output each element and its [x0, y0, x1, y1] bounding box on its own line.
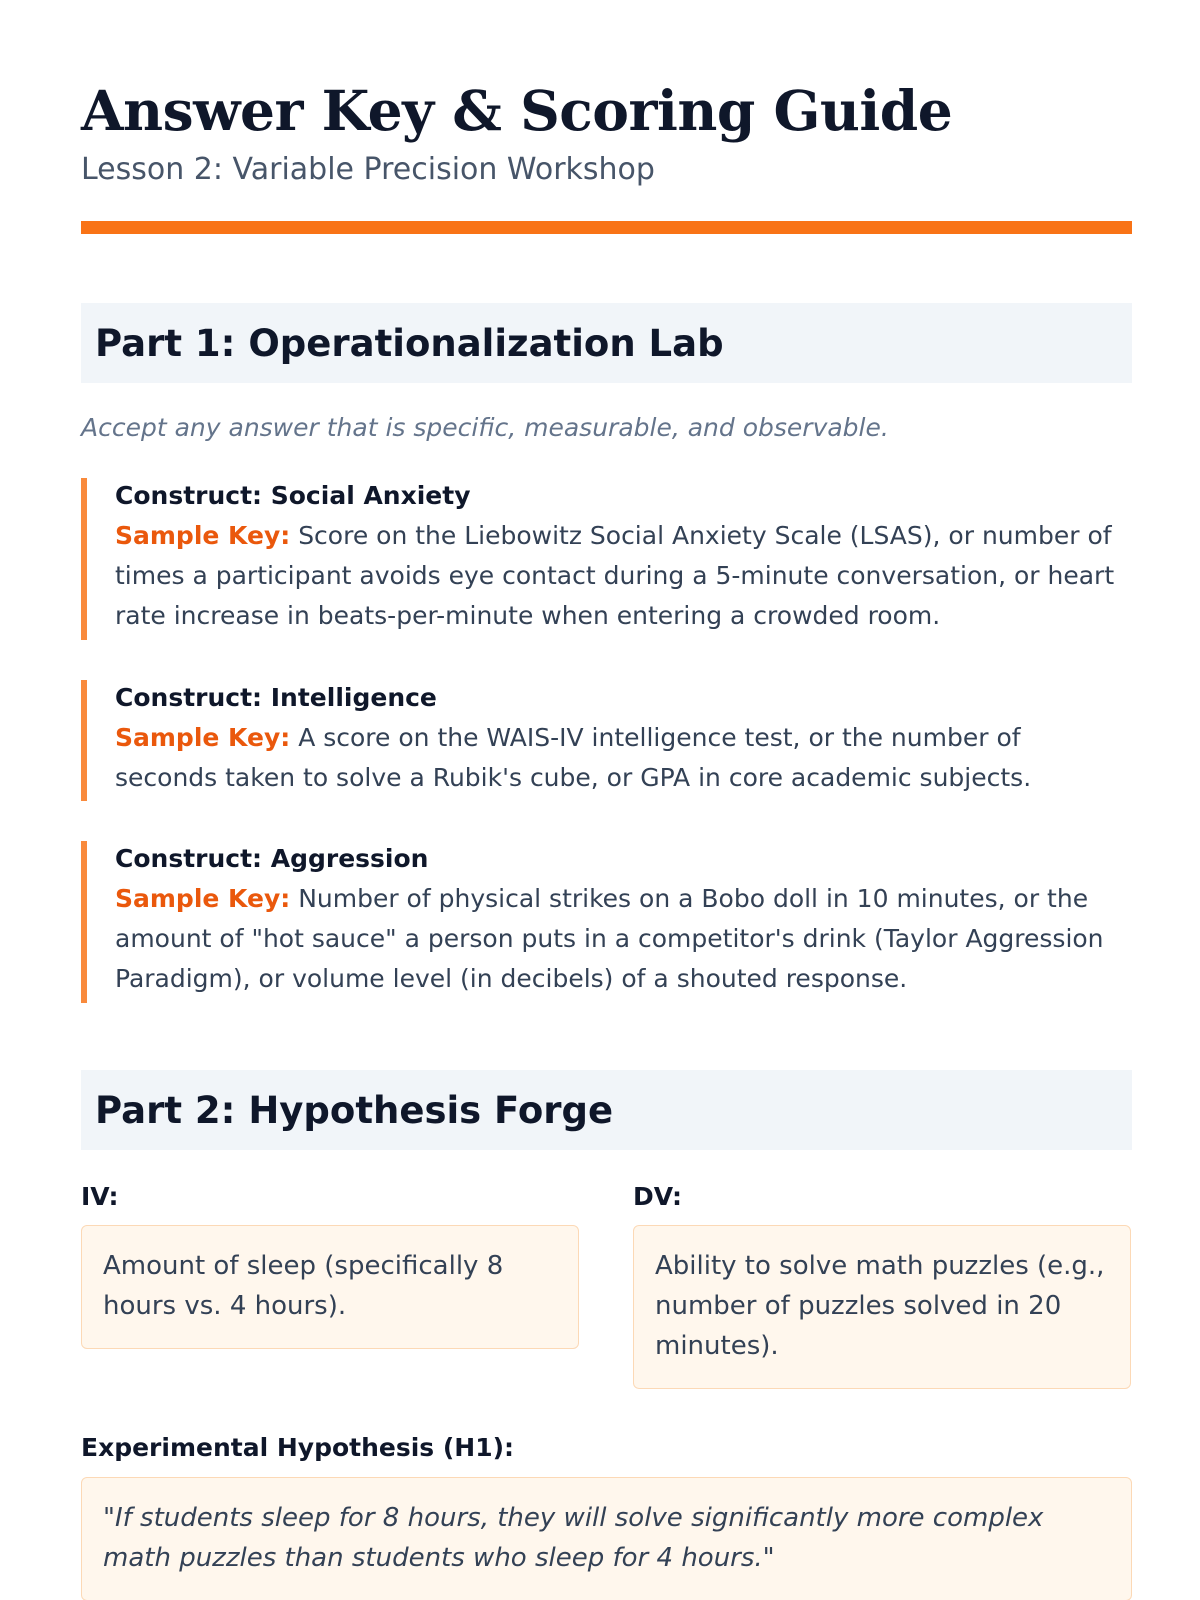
construct-name: Construct: Social Anxiety [115, 481, 471, 510]
part2-heading: Part 2: Hypothesis Forge [95, 1088, 614, 1132]
construct-card-aggression [81, 841, 1132, 1003]
part1-heading: Part 1: Operationalization Lab [95, 321, 724, 365]
sample-key-text: Score on the Liebowitz Social Anxiety Scale (LSAS), or number of times a participant avoids eye contact during a 5-minute conversation, or heart rate increase in beats-per-minute when entering a crowded room. [115, 521, 1115, 630]
dv-label: DV: [633, 1182, 682, 1211]
part1-instruction: Accept any answer that is specific, measurable, and observable. [81, 413, 889, 442]
construct-name: Construct: Aggression [115, 844, 429, 873]
hypothesis-label: Experimental Hypothesis (H1): [81, 1433, 515, 1462]
iv-answer-box: Amount of sleep (specifically 8 hours vs. 4 hours). [81, 1225, 579, 1349]
sample-key-label: Sample Key: [115, 884, 291, 913]
construct-name: Construct: Intelligence [115, 683, 437, 712]
hypothesis-answer-box: "If students sleep for 8 hours, they will solve significantly more complex math puzzles than students who sleep for 4 hours." [81, 1477, 1132, 1600]
sample-key-text: A score on the WAIS-IV intelligence test, or the number of seconds taken to solve a Rubik's cube, or GPA in core academic subjects. [115, 723, 1032, 792]
sample-key-label: Sample Key: [115, 521, 291, 550]
dv-answer-box: Ability to solve math puzzles (e.g., number of puzzles solved in 20 minutes). [633, 1225, 1131, 1389]
construct-card-social-anxiety [81, 478, 1132, 640]
page-subtitle: Lesson 2: Variable Precision Workshop [81, 152, 655, 187]
title-divider [81, 221, 1132, 234]
page-title: Answer Key & Scoring Guide [81, 78, 953, 143]
part1-header [81, 303, 1132, 383]
construct-card-intelligence [81, 680, 1132, 801]
construct-answer [115, 879, 1128, 999]
sample-key-text: Number of physical strikes on a Bobo doll in 10 minutes, or the amount of "hot sauce" a person puts in a competitor's drink (Taylor Aggression Paradigm), or volume level (in decibels) of a shouted response. [115, 884, 1104, 993]
construct-answer [115, 516, 1128, 636]
construct-answer [115, 718, 1128, 798]
sample-key-label: Sample Key: [115, 723, 291, 752]
part2-header [81, 1070, 1132, 1150]
iv-label: IV: [81, 1182, 119, 1211]
